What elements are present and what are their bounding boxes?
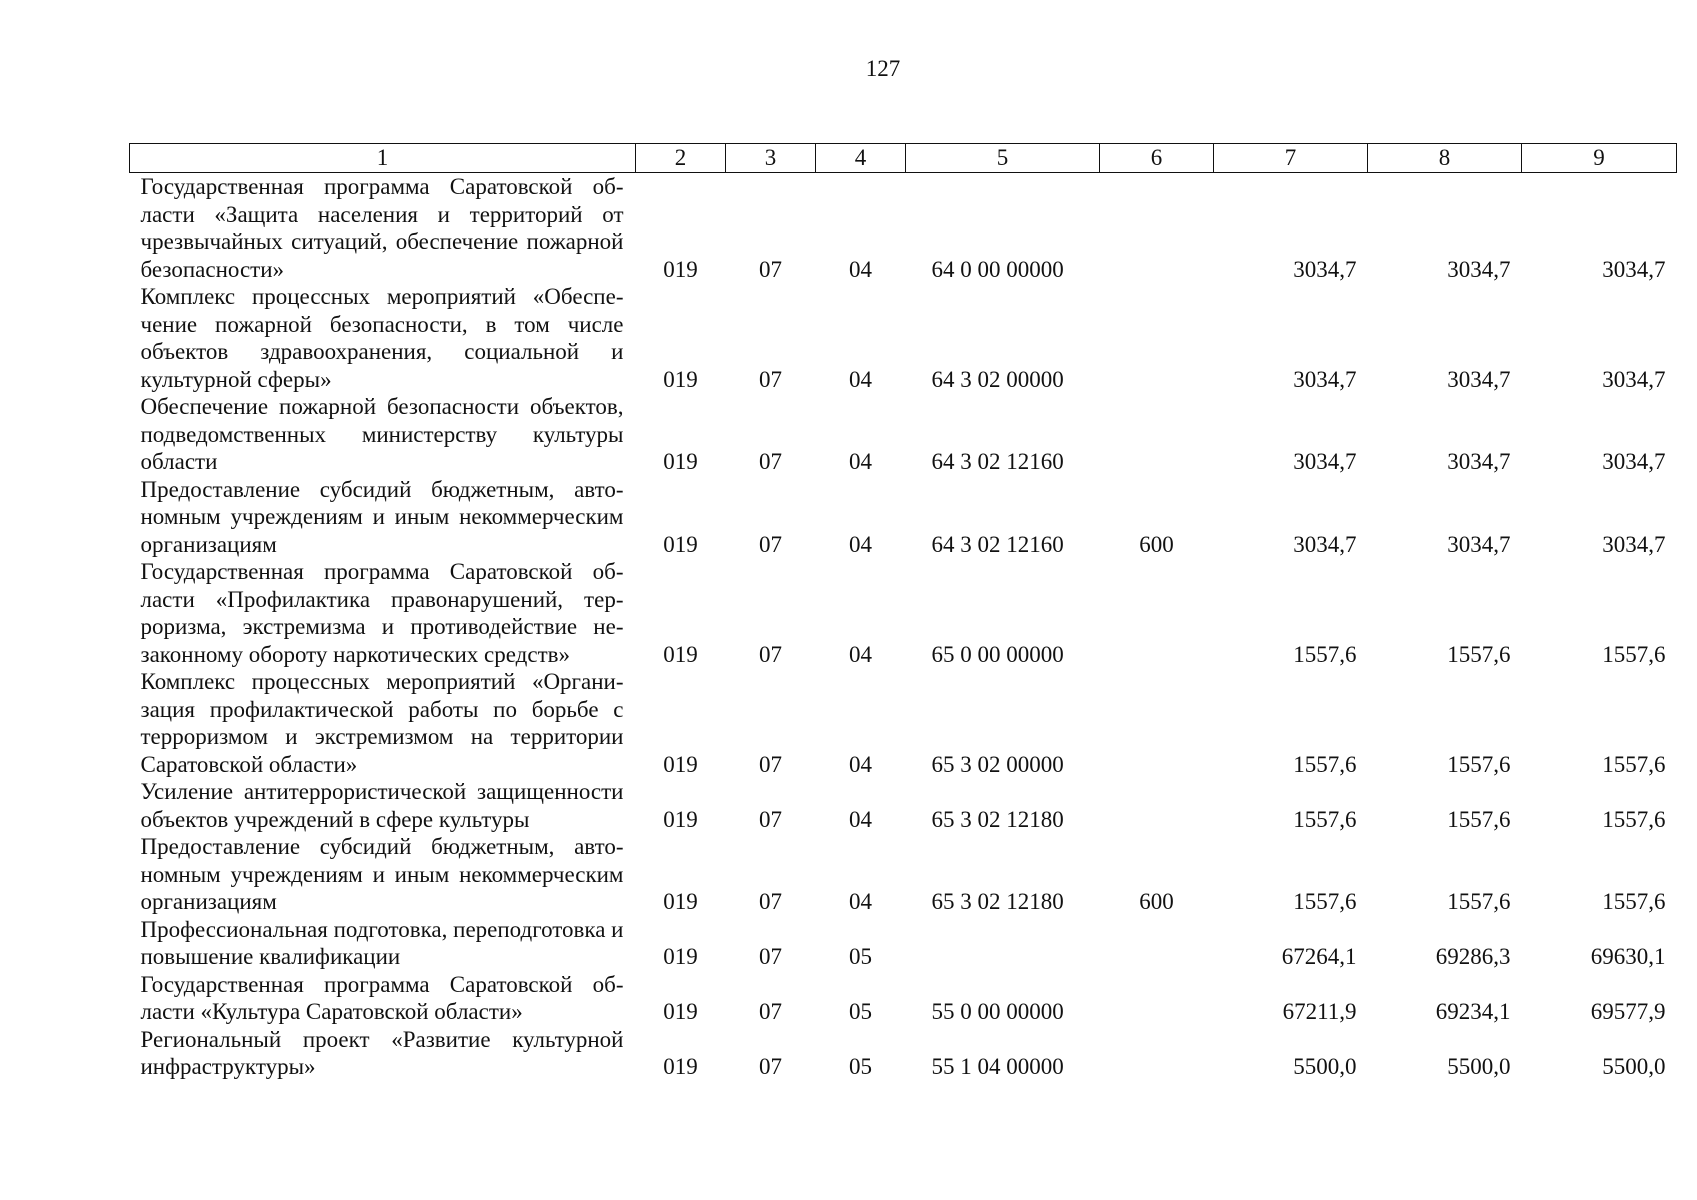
column-header: 6 [1100, 144, 1214, 173]
table-row [130, 1026, 1677, 1081]
cell-expense-type [1100, 173, 1214, 284]
cell-target-article: 55 1 04 00000 [931, 1054, 1064, 1079]
cell-section: 07 [759, 806, 782, 832]
cell-amount-7: 1557,6 [1293, 641, 1357, 667]
cell-amount-8: 69286,3 [1435, 944, 1511, 969]
cell-ministry-code: 019 [663, 999, 698, 1024]
cell-subsection: 04 [849, 256, 872, 282]
cell-amount-9: 5500,0 [1602, 1054, 1666, 1079]
cell-section: 07 [759, 256, 782, 282]
cell-section: 07 [759, 449, 782, 474]
cell-amount-9: 1557,6 [1602, 806, 1666, 832]
cell-amount-7: 3034,7 [1293, 256, 1357, 282]
cell-amount-9: 3034,7 [1602, 531, 1666, 557]
cell-expense-type [1100, 558, 1214, 668]
cell-amount-7: 3034,7 [1293, 449, 1357, 474]
cell-section: 07 [759, 944, 782, 969]
cell-amount-7: 1557,6 [1293, 751, 1357, 777]
row-name: Государственная программа Саратовской области «Профилактика правонарушений, терроризма, экстремизма и противодействие незаконному обороту наркотических средств» [140, 559, 624, 667]
cell-amount-9: 3034,7 [1602, 449, 1666, 474]
header-row [130, 144, 1677, 173]
cell-ministry-code: 019 [663, 449, 698, 474]
cell-amount-8: 1557,6 [1447, 751, 1511, 777]
table-header [130, 144, 1677, 173]
cell-target-article [906, 916, 1100, 971]
cell-section: 07 [759, 999, 782, 1024]
row-name: Государственная программа Саратовской области «Защита населения и территорий от чрезвычайных ситуаций, обеспечение пожарной безопасности» [140, 174, 624, 282]
cell-section: 07 [759, 366, 782, 392]
cell-amount-9: 3034,7 [1602, 366, 1666, 392]
table-row [130, 393, 1677, 476]
cell-expense-type [1100, 668, 1214, 778]
cell-amount-7: 67211,9 [1282, 999, 1357, 1024]
cell-amount-7: 1557,6 [1293, 889, 1357, 914]
cell-amount-9: 3034,7 [1602, 256, 1666, 282]
cell-target-article: 65 3 02 12180 [931, 889, 1064, 914]
cell-section: 07 [759, 641, 782, 667]
cell-subsection: 04 [849, 449, 872, 474]
cell-target-article: 65 0 00 00000 [931, 641, 1064, 667]
cell-subsection: 04 [849, 751, 872, 777]
cell-amount-7: 67264,1 [1281, 944, 1357, 969]
row-name: Государственная программа Саратовской области «Культура Саратовской области» [140, 971, 624, 1024]
cell-ministry-code: 019 [663, 806, 698, 832]
row-name: Предоставление субсидий бюджетным, автономным учреждениям и иным некоммерческим организациям [140, 476, 624, 557]
cell-amount-8: 3034,7 [1447, 449, 1511, 474]
cell-amount-8: 5500,0 [1447, 1054, 1511, 1079]
row-name: Профессиональная подготовка, переподготовка и повышение квалификации [140, 916, 624, 969]
cell-expense-type [1100, 1026, 1214, 1081]
cell-subsection: 05 [849, 999, 872, 1024]
cell-amount-9: 69577,9 [1590, 999, 1666, 1024]
cell-target-article: 64 0 00 00000 [931, 256, 1064, 282]
cell-amount-8: 3034,7 [1447, 366, 1511, 392]
column-header: 3 [726, 144, 816, 173]
table-row [130, 833, 1677, 916]
cell-subsection: 05 [849, 944, 872, 969]
cell-expense-type [1100, 971, 1214, 1026]
cell-section: 07 [759, 751, 782, 777]
cell-target-article: 64 3 02 12160 [931, 531, 1064, 557]
cell-amount-9: 69630,1 [1590, 944, 1666, 969]
cell-amount-8: 1557,6 [1447, 641, 1511, 667]
cell-ministry-code: 019 [663, 889, 698, 914]
cell-amount-7: 5500,0 [1293, 1054, 1357, 1079]
table-row [130, 916, 1677, 971]
cell-subsection: 04 [849, 889, 872, 914]
cell-amount-9: 1557,6 [1602, 889, 1666, 914]
cell-ministry-code: 019 [663, 1054, 698, 1079]
cell-target-article: 65 3 02 00000 [931, 751, 1064, 777]
cell-amount-8: 1557,6 [1447, 806, 1511, 832]
cell-ministry-code: 019 [663, 641, 698, 667]
cell-target-article: 64 3 02 00000 [931, 366, 1064, 392]
cell-subsection: 04 [849, 366, 872, 392]
cell-subsection: 05 [849, 1054, 872, 1079]
cell-subsection: 04 [849, 806, 872, 832]
column-header: 1 [130, 144, 636, 173]
cell-expense-type [1100, 283, 1214, 393]
cell-section: 07 [759, 531, 782, 557]
cell-amount-7: 1557,6 [1293, 806, 1357, 832]
row-name: Предоставление субсидий бюджетным, автономным учреждениям и иным некоммерческим организациям [140, 834, 624, 914]
row-name: Обеспечение пожарной безопасности объектов, подведомственных министерству культуры области [140, 394, 624, 474]
cell-amount-7: 3034,7 [1293, 366, 1357, 392]
cell-amount-8: 3034,7 [1447, 256, 1511, 282]
row-name: Усиление антитеррористической защищенности объектов учреждений в сфере культуры [140, 779, 624, 832]
row-name: Комплекс процессных мероприятий «Обеспечение пожарной безопасности, в том числе объектов здравоохранения, социальной и культурной сферы» [140, 284, 624, 392]
cell-subsection: 04 [849, 531, 872, 557]
row-name: Региональный проект «Развитие культурной инфраструктуры» [140, 1026, 624, 1079]
cell-ministry-code: 019 [663, 366, 698, 392]
cell-ministry-code: 019 [663, 751, 698, 777]
cell-target-article: 64 3 02 12160 [931, 449, 1064, 474]
column-header: 7 [1214, 144, 1368, 173]
cell-ministry-code: 019 [663, 944, 698, 969]
table-row [130, 778, 1677, 833]
cell-amount-8: 1557,6 [1447, 889, 1511, 914]
budget-table-container [129, 143, 1676, 1081]
column-header: 5 [906, 144, 1100, 173]
column-header: 8 [1368, 144, 1522, 173]
page-number: 127 [865, 56, 901, 81]
cell-section: 07 [759, 889, 782, 914]
cell-expense-type [1100, 393, 1214, 476]
budget-table [129, 143, 1677, 1081]
cell-subsection: 04 [849, 641, 872, 667]
table-row [130, 476, 1677, 559]
column-header: 2 [636, 144, 726, 173]
table-row [130, 283, 1677, 393]
row-name: Комплекс процессных мероприятий «Организация профилактической работы по борьбе с терроризмом и экстремизмом на территории Саратовской области» [140, 669, 624, 777]
cell-target-article: 65 3 02 12180 [931, 806, 1064, 832]
cell-amount-8: 69234,1 [1435, 999, 1511, 1024]
column-header: 9 [1522, 144, 1677, 173]
cell-expense-type: 600 [1139, 531, 1174, 557]
table-row [130, 971, 1677, 1026]
table-row [130, 558, 1677, 668]
cell-ministry-code: 019 [663, 531, 698, 557]
table-row [130, 668, 1677, 778]
cell-ministry-code: 019 [663, 256, 698, 282]
cell-section: 07 [759, 1054, 782, 1079]
table-row [130, 173, 1677, 284]
cell-amount-8: 3034,7 [1447, 531, 1511, 557]
cell-amount-9: 1557,6 [1602, 751, 1666, 777]
column-header: 4 [816, 144, 906, 173]
table-body [130, 173, 1677, 1081]
cell-amount-7: 3034,7 [1293, 531, 1357, 557]
cell-expense-type [1100, 778, 1214, 833]
cell-expense-type: 600 [1139, 889, 1174, 914]
cell-target-article: 55 0 00 00000 [931, 999, 1064, 1024]
cell-amount-9: 1557,6 [1602, 641, 1666, 667]
cell-expense-type [1100, 916, 1214, 971]
